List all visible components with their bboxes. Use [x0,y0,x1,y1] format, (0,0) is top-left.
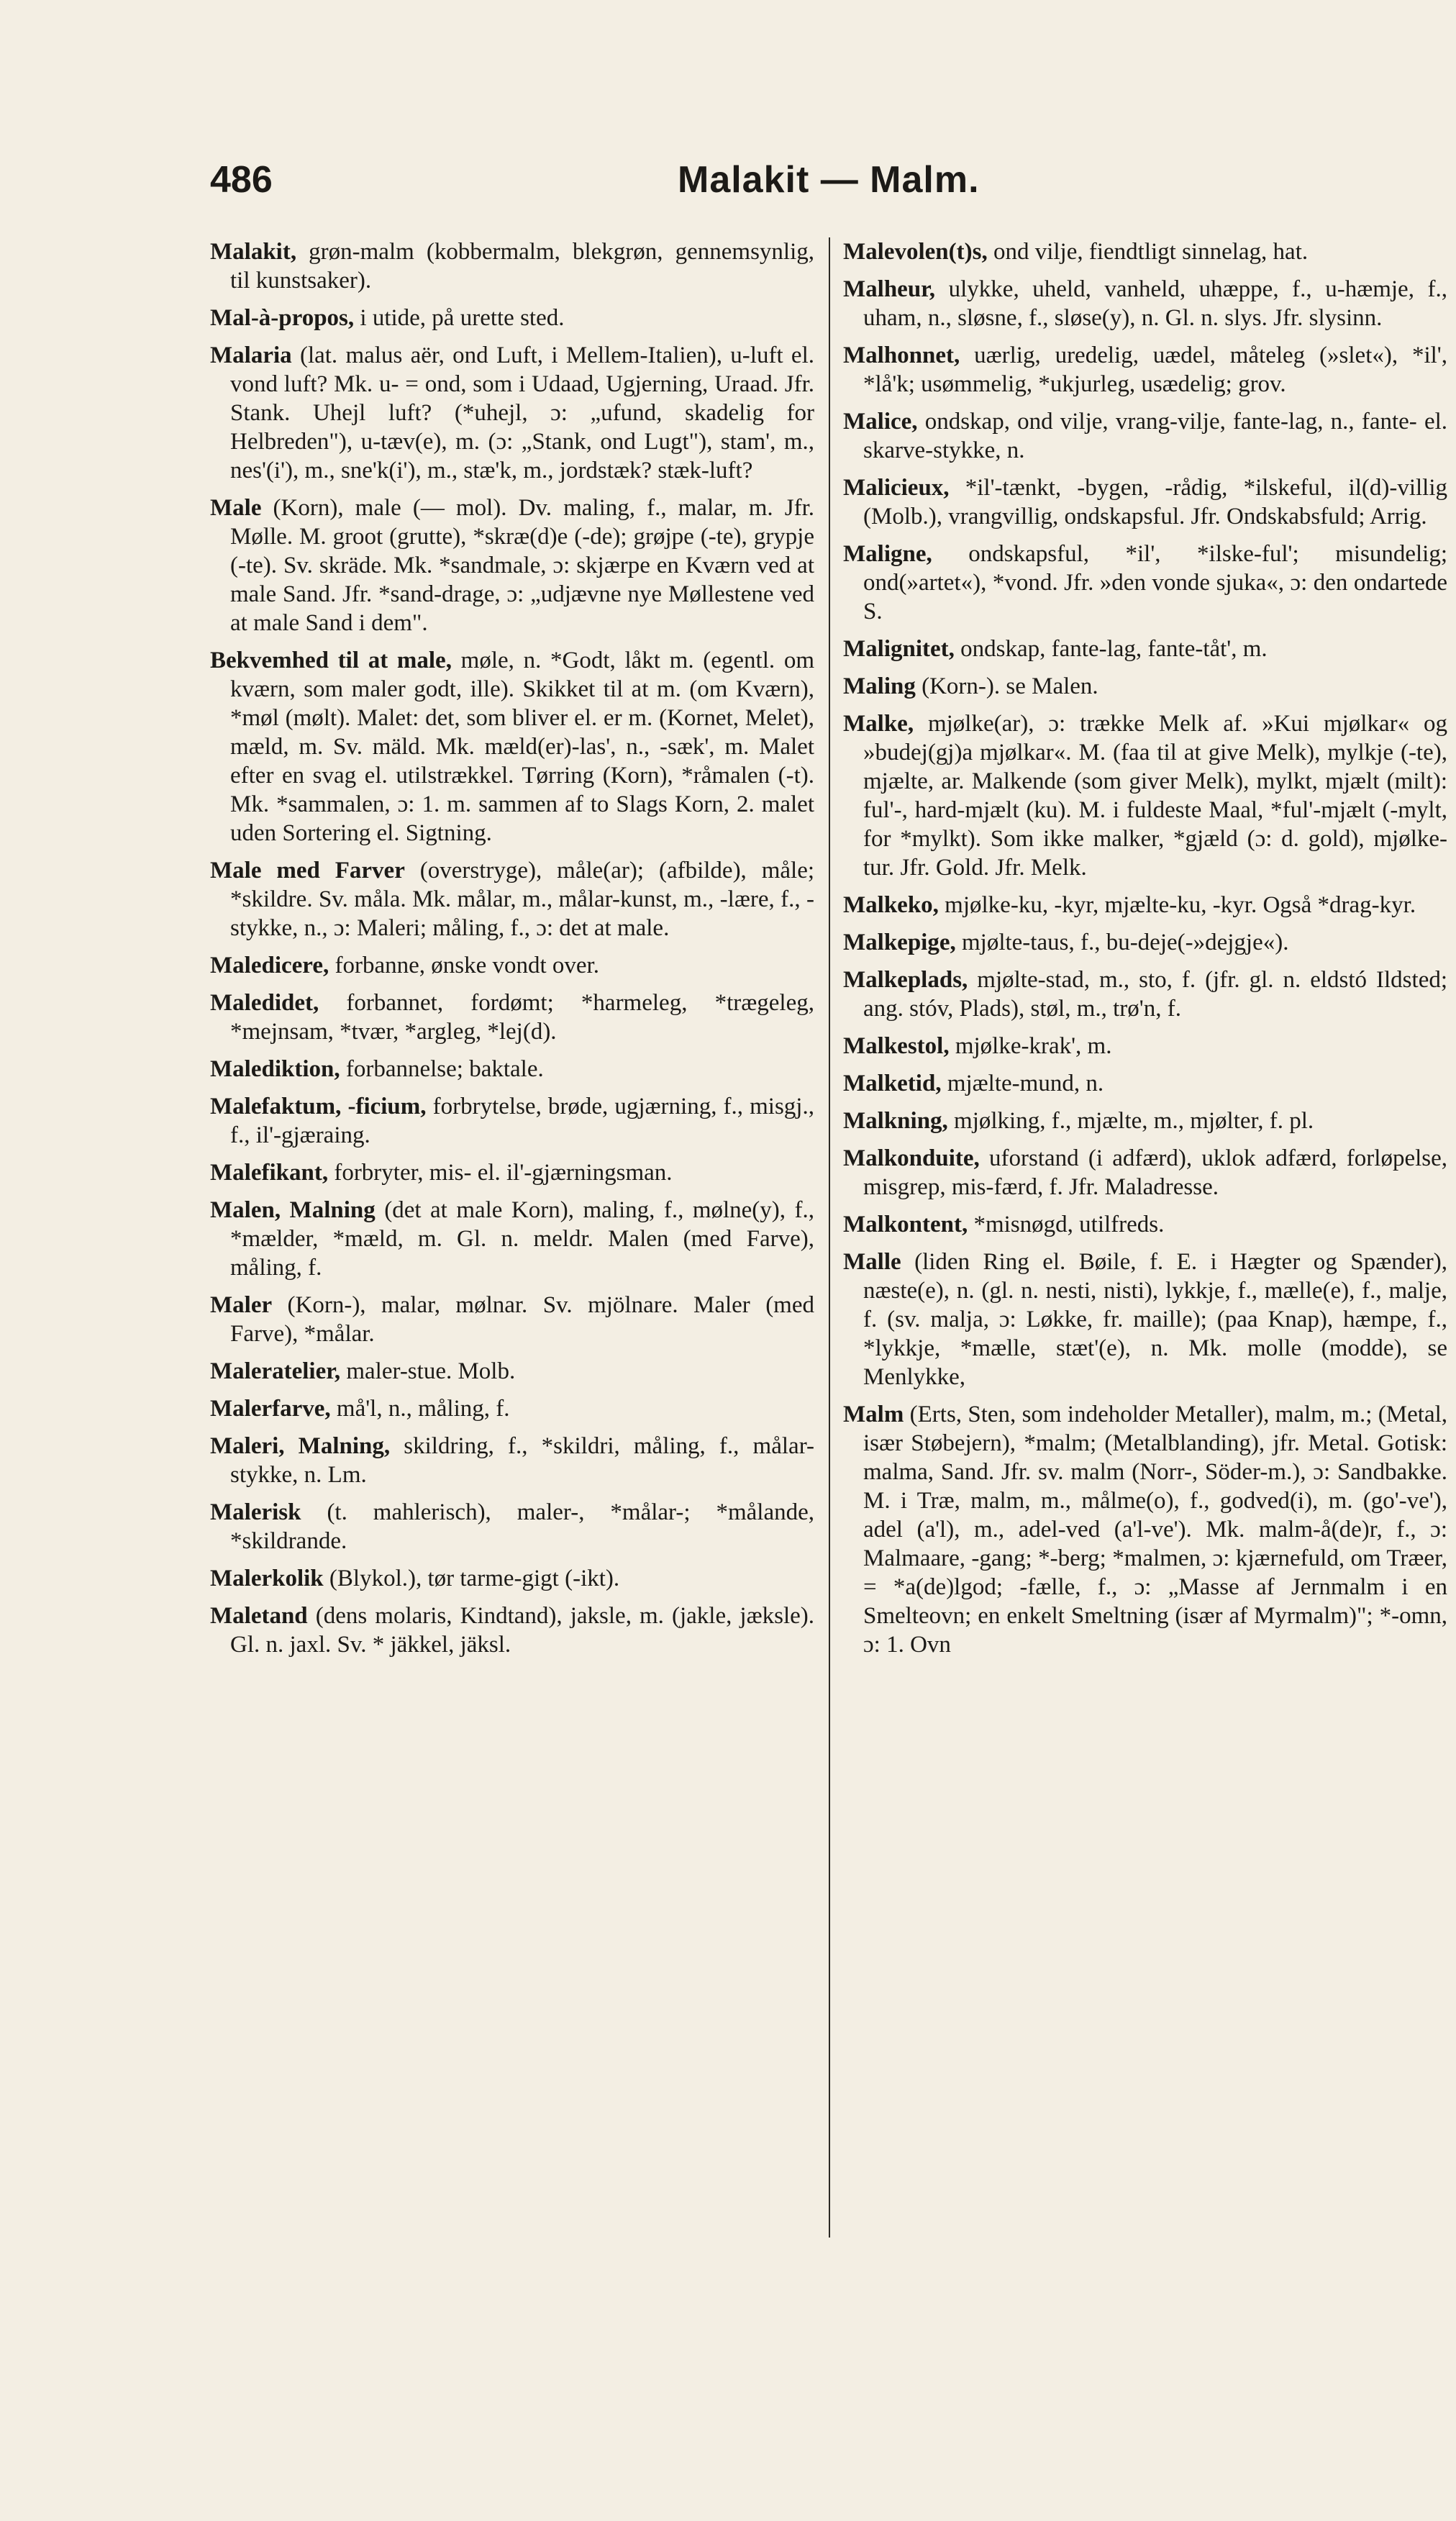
entry-headword: Maledidet, [210,990,319,1016]
page-header [210,158,1327,209]
entry-headword: Maligne, [843,541,932,567]
entry-definition: mjølte-taus, f., bu-deje(-»dejgje«). [961,930,1289,955]
dictionary-entry [210,951,814,980]
dictionary-entry [210,1432,814,1489]
entry-headword: Malefaktum, -ficium, [210,1094,427,1119]
entry-definition: møle, n. *Godt, låkt m. (egentl. om kværn, som maler godt, ille). Skikket til at m. (om Kværn), *møl (mølt). Malet: det, som bliver el. er m. (Kornet, Melet), mæld, m. Sv. mäld. Mk. mæld(er)-las', n., -sæk', m. Malet efter en svag el. utilstrækkel. Tørring (Korn), *råmalen (-t). Mk. *sammalen, ɔ: 1. m. sammen af to Slags Korn, 2. malet uden Sortering el. Sigtning. [230,648,814,846]
entry-headword: Malerfarve, [210,1396,331,1422]
dictionary-entry [210,1055,814,1084]
entry-headword: Malketid, [843,1071,942,1096]
entry-headword: Maledicere, [210,953,329,978]
entry-definition: *il'-tænkt, -bygen, -rådig, *ilskeful, il(d)-villig (Molb.), vrangvillig, ondskapsful. Jfr. Ondskabsfuld; Arrig. [863,475,1447,530]
entry-definition: i utide, på urette sted. [360,305,565,331]
entry-definition: forbryter, mis- el. il'-gjærningsman. [334,1160,673,1186]
entry-headword: Malaria [210,342,292,368]
dictionary-entry [843,237,1447,266]
entry-headword: Maler [210,1292,273,1318]
entry-definition: (Korn-). se Malen. [922,673,1098,699]
entry-definition: mjølke-krak', m. [955,1033,1112,1059]
entry-definition: ondskap, fante-lag, fante-tåt', m. [960,636,1268,662]
dictionary-entry [843,1210,1447,1239]
entry-headword: Malhonnet, [843,342,960,368]
entry-headword: Malle [843,1249,901,1275]
dictionary-entry [843,1400,1447,1659]
entry-headword: Malkonduite, [843,1145,980,1171]
page-number: 486 [210,159,273,201]
entry-headword: Malice, [843,409,918,435]
entry-definition: *misnøgd, utilfreds. [973,1212,1165,1237]
entry-definition: (det at male Korn), maling, f., mølne(y), f., *mælder, *mæld, m. Gl. n. meldr. Malen (med Farve), måling, f. [230,1197,814,1281]
dictionary-entry [210,646,814,848]
entry-definition: maler-stue. Molb. [346,1358,516,1384]
dictionary-entry [843,275,1447,332]
entry-definition: mjølke(ar), ɔ: trække Melk af. »Kui mjølkar« og »budej(gj)a mjølkar«. M. (faa til at give Melk), mylkje (-te), mjælte, ar. Malkende (som giver Melk), mylkt, mjælt (milt): ful'-, hard-mjælt (ku). M. i fuldeste Maal, *ful'-mjælt (-mylt, for *mylkt). Som ikke malker, *gjæld (ɔ: d. gold), mjølke-tur. Jfr. Gold. Jfr. Melk. [863,711,1447,881]
dictionary-entry [843,473,1447,531]
entry-definition: må'l, n., måling, f. [336,1396,510,1422]
column-divider [829,237,830,2238]
entry-headword: Malefikant, [210,1160,329,1186]
dictionary-entry [210,237,814,295]
dictionary-entry [843,672,1447,701]
dictionary-entry [843,709,1447,882]
entry-definition: forbannelse; baktale. [345,1056,544,1082]
entry-definition: ondskapsful, *il', *ilske-ful'; misundelig; ond(»artet«), *vond. Jfr. »den vonde sjuka«, ɔ: den ondartede S. [863,541,1447,624]
running-head: Malakit — Malm. [678,159,980,201]
entry-definition: forbrytelse, brøde, ugjærning, f., misgj., f., il'-gjæraing. [230,1094,814,1148]
dictionary-entry [210,1158,814,1187]
dictionary-entry [843,966,1447,1023]
dictionary-entry [210,1291,814,1348]
dictionary-entry [843,540,1447,626]
entry-definition: (lat. malus aër, ond Luft, i Mellem-Italien), u-luft el. vond luft? Mk. u- = ond, som i Udaad, Ugjerning, Uraad. Jfr. Stank. Uhejl luft? (*uhejl, ɔ: „ufund, skadelig for Helbreden"), u-tæv(e), m. (ɔ: „Stank, ond Lugt"), stam', m., nes'(i'), m., sne'k(i'), m., stæ'k, m., jordstæk? stæk-luft? [230,342,814,483]
entry-definition: (Erts, Sten, som indeholder Metaller), malm, m.; (Metal, især Støbejern), *malm; (Metalblanding), jfr. Metal. Gotisk: malma, Sand. Jfr. sv. malm (Norr-, Söder-m.), ɔ: Sandbakke. M. i Træ, malm, m., målme(o), f., godved(i), m. (go'-ve'), adel (a'l), m., adel-ved (a'l-ve'). Mk. malm-å(de)r, f., ɔ: Malmaare, -gang; *-berg; *malmen, ɔ: kjærnefuld, om Træer, = *a(de)lgod; -fælle, f., ɔ: „Masse af Jernmalm i en Smelteovn; en enkelt Smeltning (især af Myrmalm)"; *-omn, ɔ: 1. Ovn [863,1402,1447,1658]
entry-definition: forbanne, ønske vondt over. [335,953,599,978]
entry-headword: Maleratelier, [210,1358,341,1384]
left-column [210,237,814,2453]
entry-headword: Male med Farver [210,858,405,884]
entry-headword: Male [210,495,262,521]
dictionary-entry [210,341,814,485]
entry-headword: Malm [843,1402,904,1427]
entry-headword: Malke, [843,711,914,737]
dictionary-entry [843,1144,1447,1202]
dictionary-entry [210,1498,814,1555]
entry-headword: Malerisk [210,1499,301,1525]
entry-definition: grøn-malm (kobbermalm, blekgrøn, gennemsynlig, til kunstsaker). [230,239,814,294]
entry-definition: (overstryge), måle(ar); (afbilde), måle; *skildre. Sv. måla. Mk. målar, m., målar-kunst, m., -lære, f., -stykke, n., ɔ: Maleri; måling, f., ɔ: det at male. [230,858,814,941]
dictionary-entry [210,856,814,942]
dictionary-entry [210,1394,814,1423]
entry-headword: Malevolen(t)s, [843,239,988,265]
dictionary-entry [210,494,814,637]
dictionary-entry [843,635,1447,663]
entry-headword: Maling [843,673,916,699]
entry-definition: (Blykol.), tør tarme-gigt (-ikt). [329,1566,620,1591]
entry-headword: Malkeko, [843,892,939,918]
entry-headword: Malen, Malning [210,1197,376,1223]
dictionary-entry [843,341,1447,399]
dictionary-entry [210,1092,814,1150]
entry-definition: mjølke-ku, -kyr, mjælte-ku, -kyr. Også *drag-kyr. [945,892,1416,918]
entry-definition: (t. mahlerisch), maler-, *målar-; *målande, *skildrande. [230,1499,814,1554]
entry-definition: skildring, f., *skildri, måling, f., målar-stykke, n. Lm. [230,1433,814,1488]
entry-definition: (Korn-), malar, mølnar. Sv. mjölnare. Maler (med Farve), *målar. [230,1292,814,1347]
dictionary-entry [843,407,1447,465]
dictionary-entry [210,1357,814,1386]
entry-definition: uforstand (i adfærd), uklok adfærd, forløpelse, misgrep, mis-færd, f. Jfr. Maladresse. [863,1145,1447,1200]
dictionary-entry [210,1602,814,1659]
entry-headword: Malkning, [843,1108,948,1134]
entry-headword: Malkepige, [843,930,956,955]
dictionary-entry [210,304,814,332]
entry-definition: ulykke, uheld, vanheld, uhæppe, f., u-hæmje, f., uham, n., sløsne, f., sløse(y), n. Gl. n. slys. Jfr. slysinn. [863,276,1447,331]
entry-definition: mjølte-stad, m., sto, f. (jfr. gl. n. eldstó Ildsted; ang. stóv, Plads), støl, m., trø'n, f. [863,967,1447,1022]
entry-definition: ond vilje, fiendtligt sinnelag, hat. [993,239,1309,265]
entry-headword: Malediktion, [210,1056,340,1082]
dictionary-entry [210,989,814,1046]
dictionary-entry [843,891,1447,919]
entry-headword: Malkeplads, [843,967,968,993]
entry-headword: Malignitet, [843,636,955,662]
entry-headword: Malkestol, [843,1033,950,1059]
entry-headword: Malicieux, [843,475,950,501]
entry-headword: Maletand [210,1603,308,1629]
entry-headword: Mal-à-propos, [210,305,355,331]
entry-definition: (liden Ring el. Bøile, f. E. i Hægter og Spænder), næste(e), n. (gl. n. nesti, nisti), lykkje, f., mælle(e), f., malje, f. (sv. malja, ɔ: Løkke, fr. maille); (paa Knap), hæmpe, f., *lykkje, *mælle, stæt'(e), n. Mk. molle (modde), se Menlykke, [863,1249,1447,1390]
entry-headword: Malheur, [843,276,936,302]
entry-headword: Malerkolik [210,1566,324,1591]
entry-definition: (Korn), male (— mol). Dv. maling, f., malar, m. Jfr. Mølle. M. groot (grutte), *skræ(d)e (-de); grøjpe (-te), grypje (-te). Sv. skräde. Mk. *sandmale, ɔ: skjærpe en Kværn ved at male Sand. Jfr. *sand-drage, ɔ: „udjævne nye Møllestene ved at male Sand i dem". [230,495,814,636]
dictionary-entry [843,928,1447,957]
dictionary-entry [210,1196,814,1282]
entry-headword: Malkontent, [843,1212,968,1237]
entry-definition: uærlig, uredelig, uædel, måteleg (»slet«), *il', *lå'k; usømmelig, *ukjurleg, usædelig; grov. [863,342,1447,397]
entry-definition: ondskap, ond vilje, vrang-vilje, fante-lag, n., fante- el. skarve-stykke, n. [863,409,1447,463]
dictionary-entry [843,1032,1447,1060]
entry-definition: forbannet, fordømt; *harmeleg, *trægeleg, *mejnsam, *tvær, *argleg, *lej(d). [230,990,814,1045]
dictionary-entry [843,1069,1447,1098]
entry-headword: Maleri, Malning, [210,1433,391,1459]
entry-definition: mjælte-mund, n. [947,1071,1104,1096]
dictionary-entry [843,1107,1447,1135]
entry-definition: (dens molaris, Kindtand), jaksle, m. (jakle, jæksle). Gl. n. jaxl. Sv. * jäkkel, jäksl. [230,1603,814,1658]
dictionary-entry [210,1564,814,1593]
entry-headword: Bekvemhed til at male, [210,648,452,673]
dictionary-entry [843,1248,1447,1391]
right-column [843,237,1447,2453]
entry-definition: mjølking, f., mjælte, m., mjølter, f. pl. [954,1108,1314,1134]
entry-headword: Malakit, [210,239,297,265]
